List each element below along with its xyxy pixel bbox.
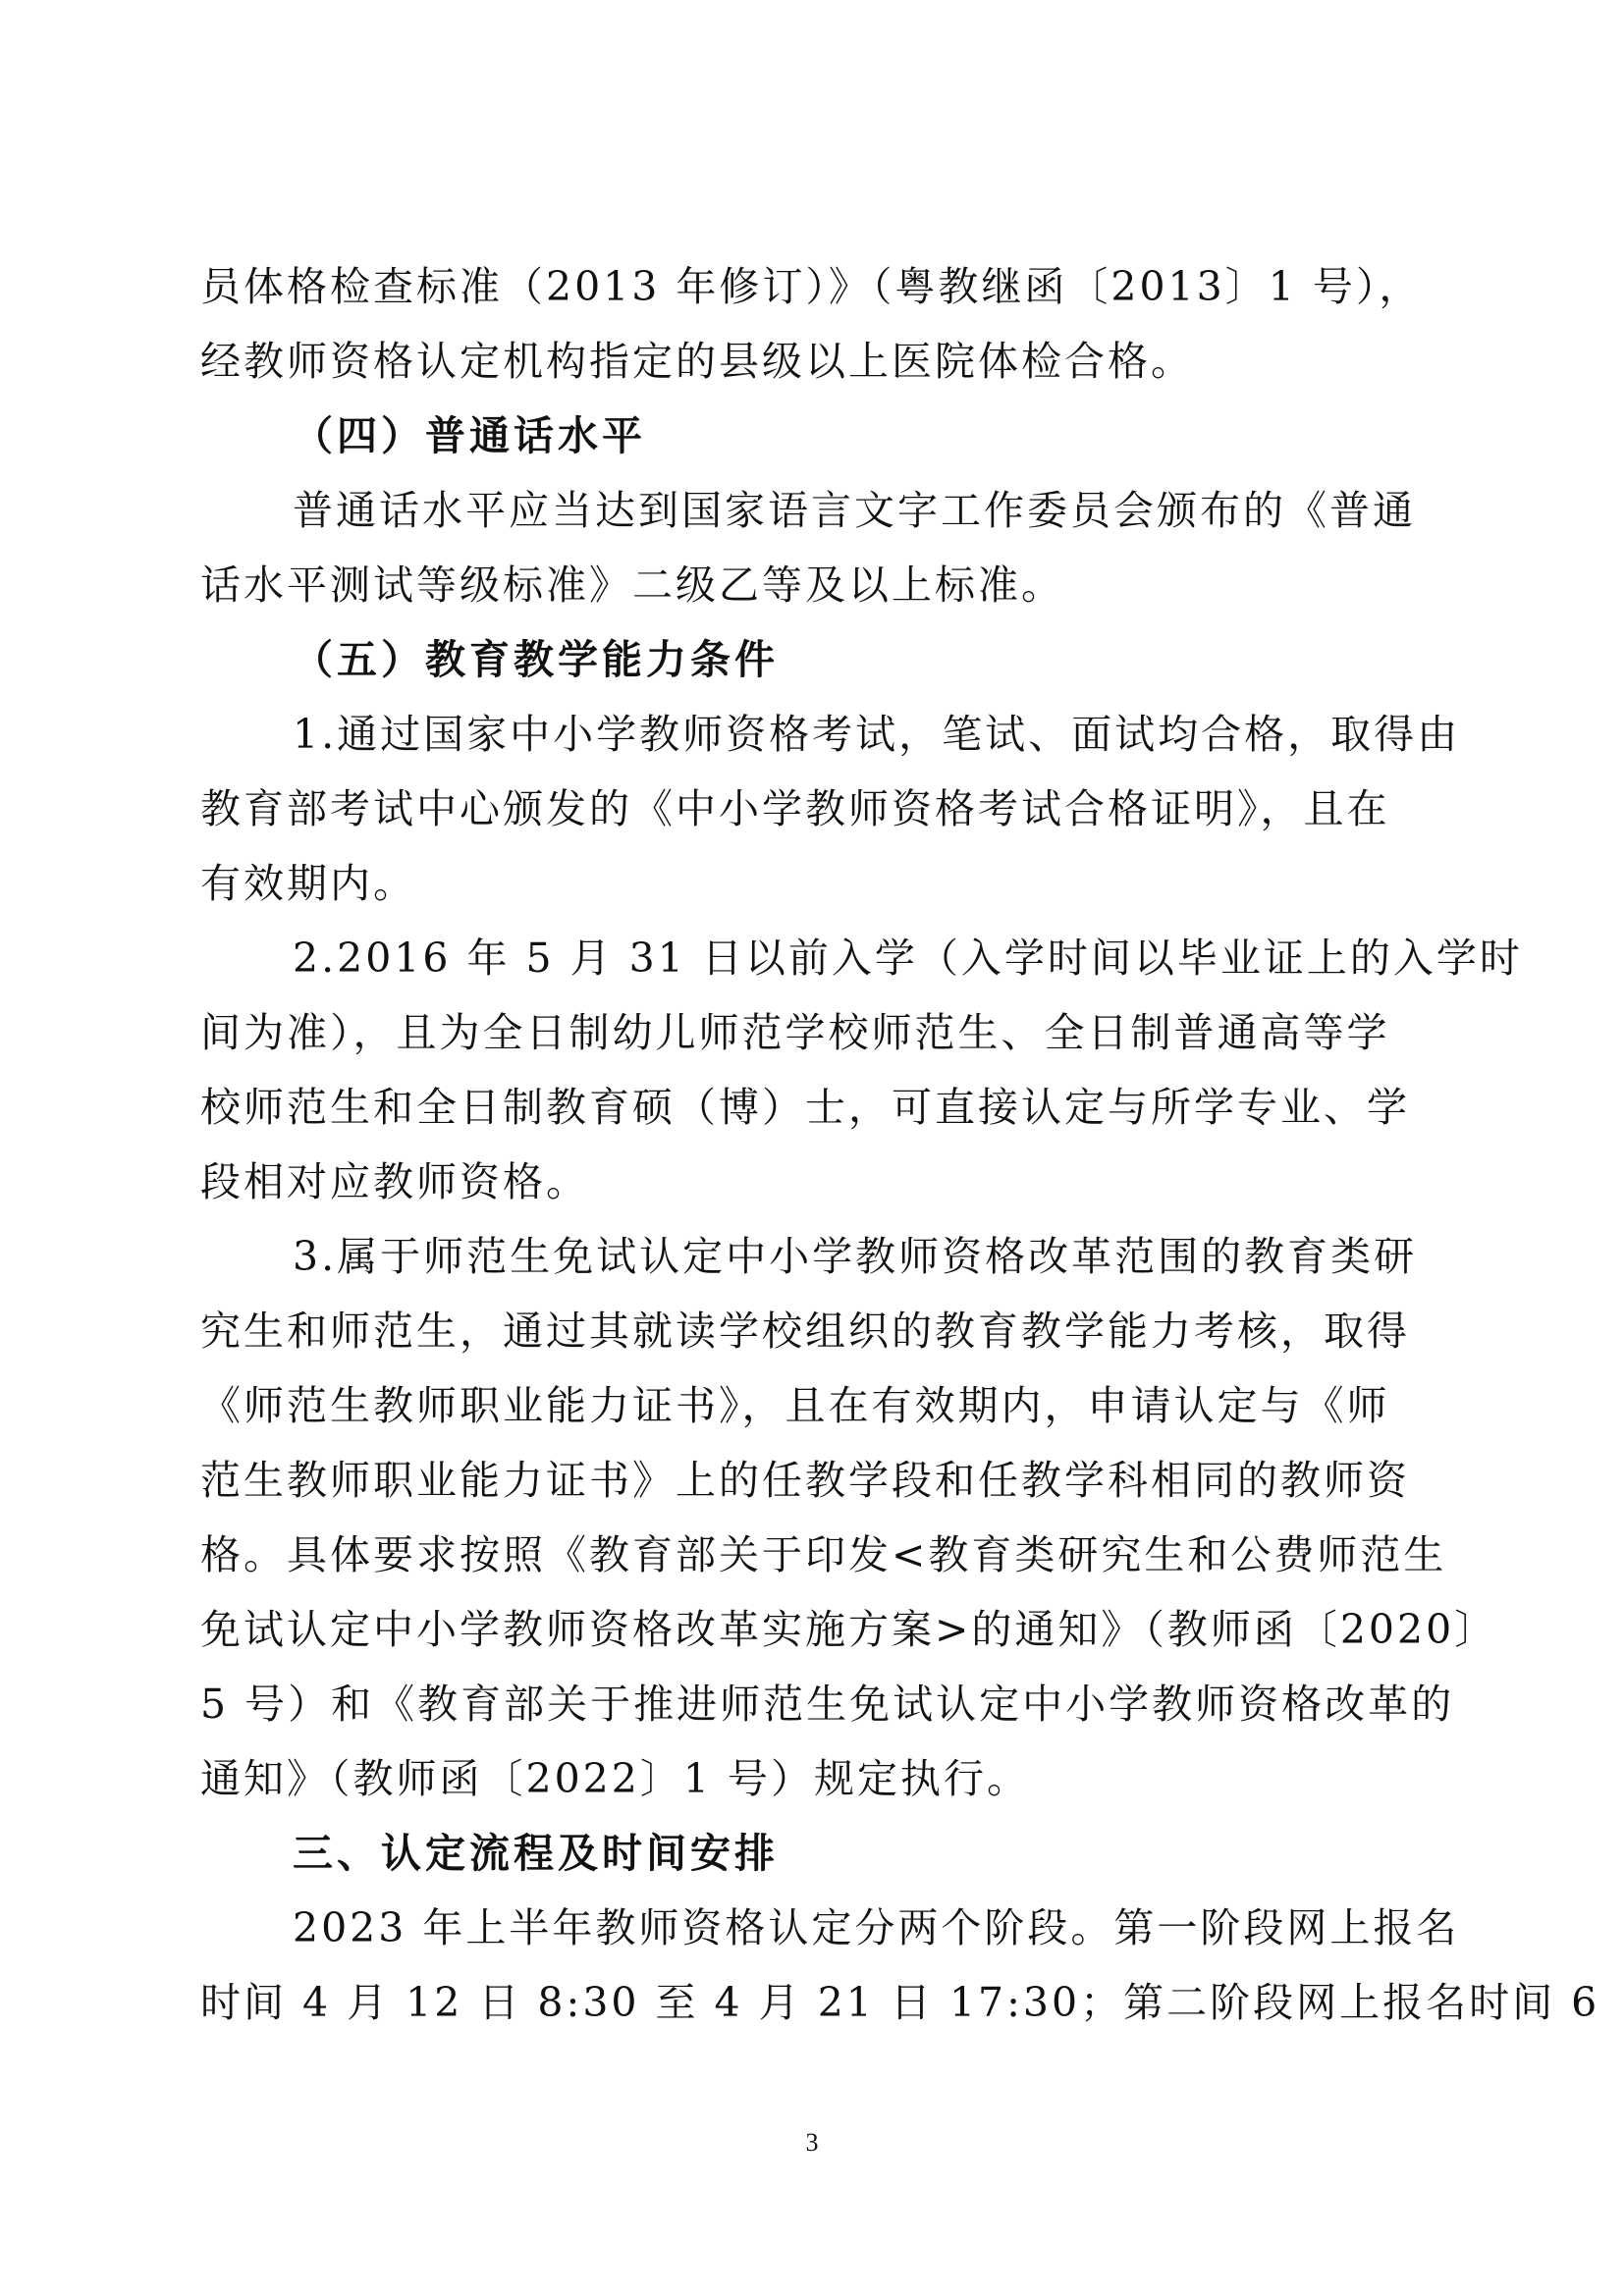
body-line: 免试认定中小学教师资格改革实施方案>的通知》（教师函〔2020〕 [200,1606,1498,1653]
body-line: 有效期内。 [200,860,416,907]
body-line: 校师范生和全日制教育硕（博）士，可直接认定与所学专业、学 [200,1084,1410,1131]
body-line: 间为准），且为全日制幼儿师范学校师范生、全日制普通高等学 [200,1009,1390,1056]
body-line: 《师范生教师职业能力证书》，且在有效期内，申请认定与《师 [200,1382,1390,1429]
section-heading: 三、认定流程及时间安排 [293,1830,779,1877]
body-line: 员体格检查标准（2013 年修订）》（粤教继函〔2013〕1 号）， [200,263,1423,310]
body-line: 经教师资格认定机构指定的县级以上医院体检合格。 [200,338,1194,385]
body-line: 1.通过国家中小学教师资格考试，笔试、面试均合格，取得由 [293,711,1461,758]
body-line: 2.2016 年 5 月 31 日以前入学（入学时间以毕业证上的入学时 [293,934,1523,982]
body-line: 通知》（教师函〔2022〕1 号）规定执行。 [200,1755,1030,1802]
section-heading: （五）教育教学能力条件 [293,636,779,683]
body-line: 范生教师职业能力证书》上的任教学段和任教学科相同的教师资 [200,1457,1410,1504]
body-line: 究生和师范生，通过其就读学校组织的教育教学能力考核，取得 [200,1308,1410,1355]
section-heading: （四）普通话水平 [293,412,646,459]
body-line: 时间 4 月 12 日 8:30 至 4 月 21 日 17:30；第二阶段网上报名时间 6 [200,1979,1600,2026]
body-line: 教育部考试中心颁发的《中小学教师资格考试合格证明》，且在 [200,785,1390,832]
page-number: 3 [805,2128,819,2157]
body-line: 3.属于师范生免试认定中小学教师资格改革范围的教育类研 [293,1233,1418,1280]
body-line: 格。具体要求按照《教育部关于印发<教育类研究生和公费师范生 [200,1531,1447,1578]
body-line: 普通话水平应当达到国家语言文字工作委员会颁布的《普通 [293,487,1416,534]
body-line: 段相对应教师资格。 [200,1158,589,1205]
body-line: 话水平测试等级标准》二级乙等及以上标准。 [200,561,1064,609]
body-line: 5 号）和《教育部关于推进师范生免试认定中小学教师资格改革的 [200,1681,1455,1728]
body-line: 2023 年上半年教师资格认定分两个阶段。第一阶段网上报名 [293,1904,1460,1951]
